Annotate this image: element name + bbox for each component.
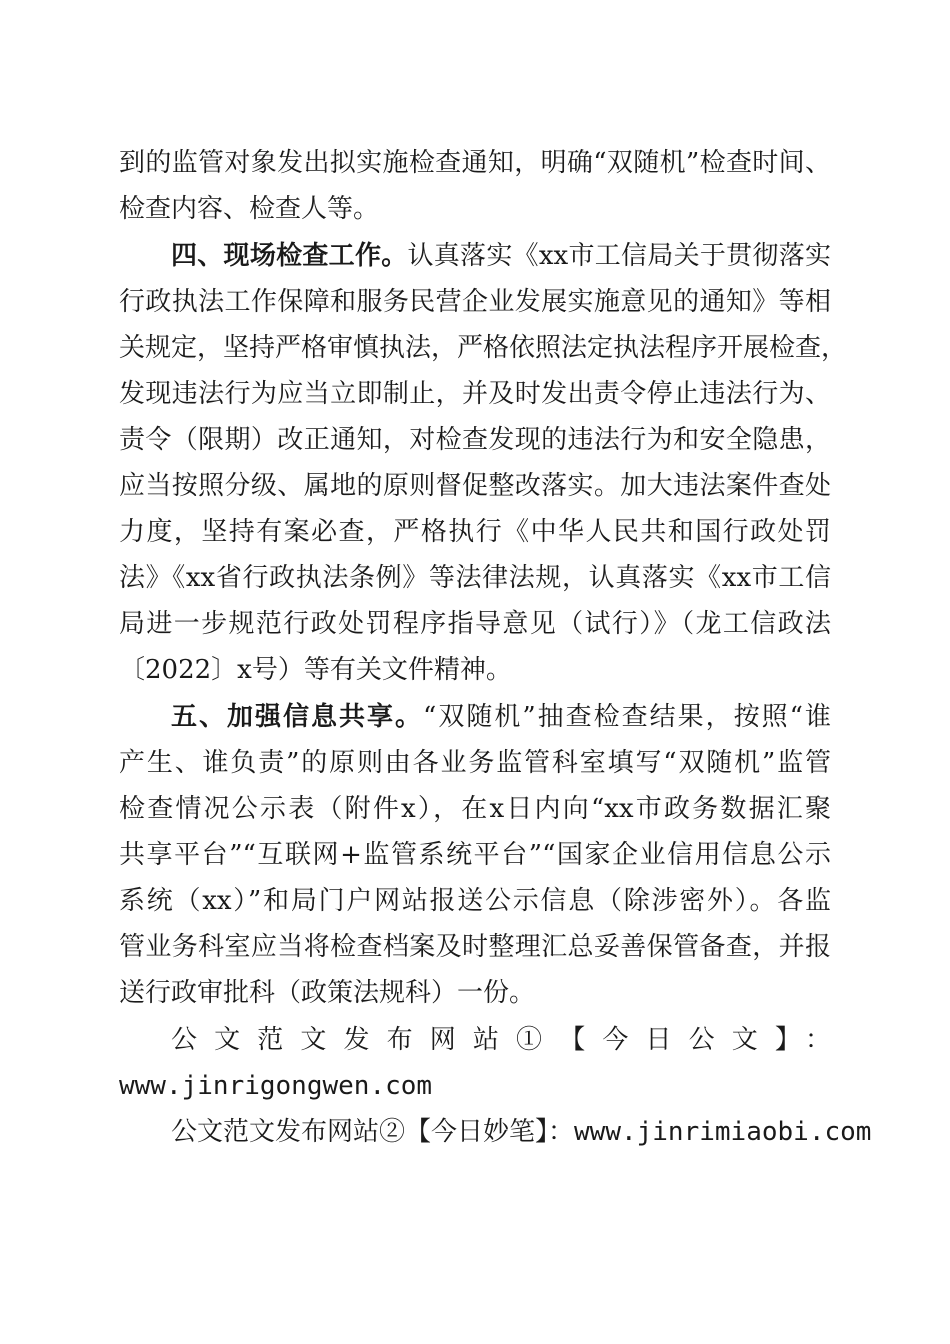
- body-text-line: 管业务科室应当将检查档案及时整理汇总妥善保管备查，并报: [119, 932, 831, 962]
- body-text-line: 力度，坚持有案必查，严格执行《中华人民共和国行政处罚: [119, 517, 831, 547]
- body-text-line: 检查内容、检查人等。: [119, 194, 380, 224]
- section-4-first-line: [171, 236, 831, 276]
- body-text-line: 检查情况公示表（附件x），在x日内向“xx市政务数据汇聚: [119, 794, 831, 824]
- body-text-line: 责令（限期）改正通知，对检查发现的违法行为和安全隐患，: [119, 425, 831, 455]
- body-text-line: 到的监管对象发出拟实施检查通知，明确“双随机”检查时间、: [119, 148, 831, 178]
- body-text-line: 法》《xx省行政执法条例》等法律法规，认真落实《xx市工信: [119, 563, 831, 593]
- body-text-line: 关规定，坚持严格审慎执法，严格依照法定执法程序开展检查，: [119, 333, 848, 363]
- site-1-link[interactable]: www.jinrigongwen.com: [119, 1071, 433, 1101]
- section-5-first-line: [171, 697, 831, 737]
- body-text: “双随机”抽查检查结果，按照“谁: [423, 702, 831, 732]
- body-text-line: 〔2022〕x号）等有关文件精神。: [119, 655, 512, 685]
- body-text-line: 送行政审批科（政策法规科）一份。: [119, 978, 536, 1008]
- section-4-heading: 四、现场检查工作。: [171, 241, 408, 271]
- body-text-line: 行政执法工作保障和服务民营企业发展实施意见的通知》等相: [119, 287, 831, 317]
- body-text-line: 产生、谁负责”的原则由各业务监管科室填写“双随机”监管: [119, 748, 831, 778]
- body-text-line: 局进一步规范行政处罚程序指导意见（试行）》（龙工信政法: [119, 609, 831, 639]
- body-text-line: 发现违法行为应当立即制止，并及时发出责令停止违法行为、: [119, 379, 831, 409]
- site-2-link[interactable]: www.jinrimiaobi.com: [574, 1117, 872, 1147]
- site-2-line: [171, 1112, 872, 1152]
- body-text: 认真落实《xx市工信局关于贯彻落实: [407, 241, 831, 271]
- section-5-heading: 五、加强信息共享。: [171, 702, 424, 732]
- body-text-line: 共享平台”“互联网+监管系统平台”“国家企业信用信息公示: [119, 840, 831, 870]
- site-1-label: 公文范文发布网站①【今日公文】：: [171, 1025, 831, 1055]
- body-text-line: 应当按照分级、属地的原则督促整改落实。加大违法案件查处: [119, 471, 831, 501]
- body-text-line: 系统（xx）”和局门户网站报送公示信息（除涉密外）。各监: [119, 886, 831, 916]
- site-2-label: 公文范文发布网站②【今日妙笔】：: [171, 1117, 575, 1147]
